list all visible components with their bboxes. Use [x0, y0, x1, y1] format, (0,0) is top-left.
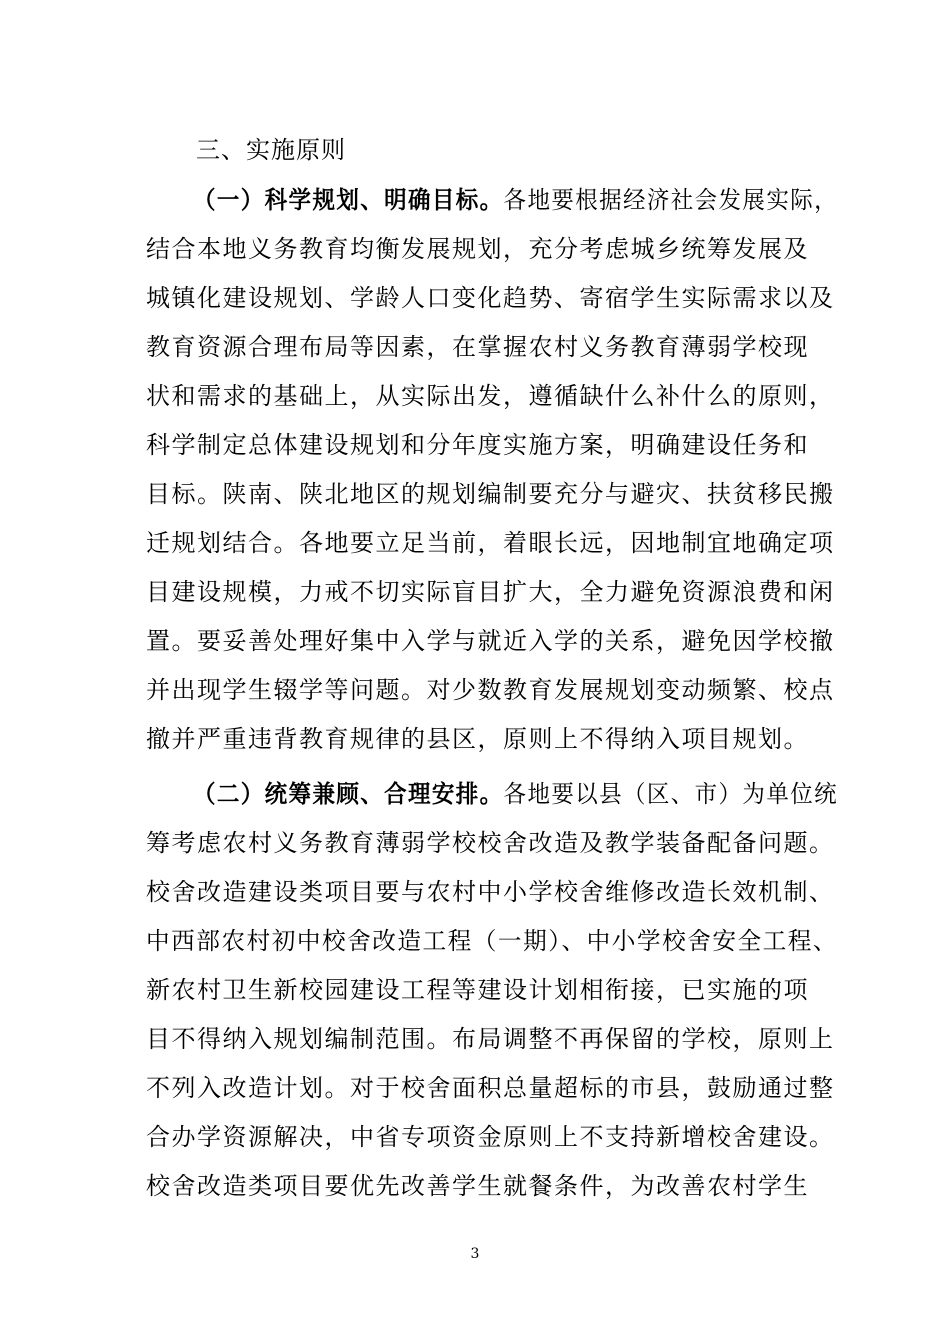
para2-line: 校舍改造建设类项目要与农村中小学校舍维修改造长效机制、 [146, 878, 835, 906]
para1-first-rest: 各地要根据经济社会发展实际， [503, 186, 838, 214]
section-heading: 三、实施原则 [196, 136, 346, 164]
para1-line: 结合本地义务教育均衡发展规划，充分考虑城乡统筹发展及 [146, 235, 809, 263]
para2-line: 合办学资源解决，中省专项资金原则上不支持新增校舍建设。 [146, 1123, 835, 1151]
para1-line: 城镇化建设规划、学龄人口变化趋势、寄宿学生实际需求以及 [146, 284, 835, 312]
para1-line: 置。要妥善处理好集中入学与就近入学的关系，避免因学校撤 [146, 627, 835, 655]
para2-line: 校舍改造类项目要优先改善学生就餐条件，为改善农村学生 [146, 1172, 809, 1200]
para1-line: 状和需求的基础上，从实际出发，遵循缺什么补什么的原则， [146, 382, 835, 410]
para1-first-line [193, 181, 838, 219]
para1-line: 目建设规模，力戒不切实际盲目扩大，全力避免资源浪费和闲 [146, 578, 835, 606]
para1-line: 撤并严重违背教育规律的县区，原则上不得纳入项目规划。 [146, 725, 809, 753]
para1-line: 教育资源合理布局等因素，在掌握农村义务教育薄弱学校现 [146, 333, 809, 361]
para2-line: 新农村卫生新校园建设工程等建设计划相衔接，已实施的项 [146, 976, 809, 1004]
para1-line: 科学制定总体建设规划和分年度实施方案，明确建设任务和 [146, 431, 809, 459]
para1-line: 目标。陕南、陕北地区的规划编制要充分与避灾、扶贫移民搬 [146, 480, 835, 508]
para2-first-rest: 各地要以县（区、市）为单位统 [503, 780, 838, 808]
page-number: 3 [470, 1246, 480, 1262]
para2-line: 目不得纳入规划编制范围。布局调整不再保留的学校，原则上 [146, 1025, 835, 1053]
para2-line: 不列入改造计划。对于校舍面积总量超标的市县，鼓励通过整 [146, 1074, 835, 1102]
para2-first-line [193, 775, 838, 813]
para2-line: 筹考虑农村义务教育薄弱学校校舍改造及教学装备配备问题。 [146, 829, 835, 857]
para2-line: 中西部农村初中校舍改造工程（一期）、中小学校舍安全工程、 [146, 927, 839, 955]
para1-line: 迁规划结合。各地要立足当前，着眼长远，因地制宜地确定项 [146, 529, 835, 557]
para1-line: 并出现学生辍学等问题。对少数教育发展规划变动频繁、校点 [146, 676, 835, 704]
para1-lead: （一）科学规划、明确目标。 [193, 185, 504, 214]
para2-lead: （二）统筹兼顾、合理安排。 [193, 779, 504, 808]
